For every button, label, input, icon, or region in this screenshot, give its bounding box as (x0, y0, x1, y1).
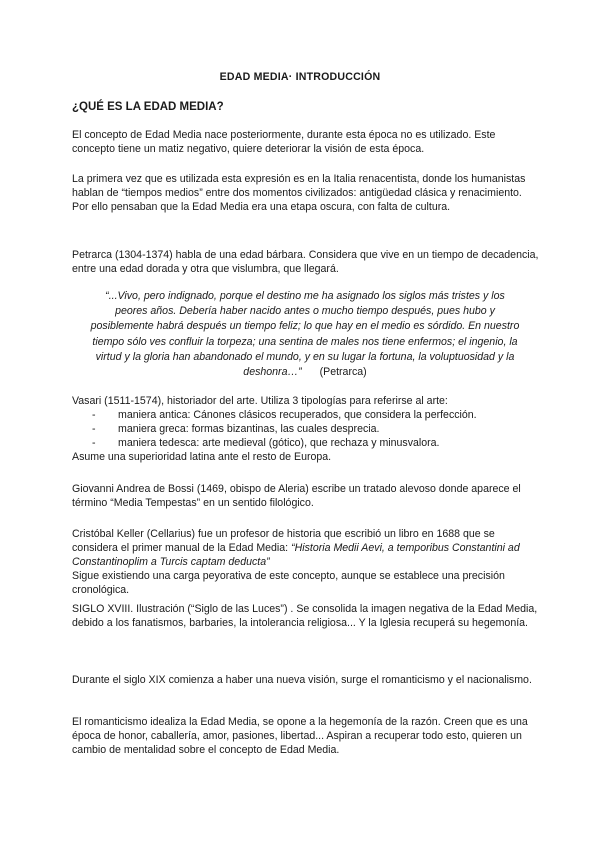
petrarca-quote (90, 289, 520, 380)
list-item (72, 422, 540, 436)
paragraph-romanticism (72, 715, 540, 757)
book-title: “Historia Medii Aevi, a temporibus Constantini ad Constantinoplim a Turcis captam deducta” (72, 542, 520, 568)
document-title: EDAD MEDIA· INTRODUCCIÓN (219, 71, 381, 83)
paragraph-illustration (72, 602, 540, 630)
list-item-text: maniera tedesca: arte medieval (gótico), que rechaza y minusvalora. (118, 437, 440, 449)
paragraph-text: Sigue existiendo una carga peyorativa de este concepto, aunque se establece una precisión cronológica. (72, 570, 505, 596)
paragraph-keller (72, 527, 540, 597)
paragraph-text: Vasari (1511-1574), historiador del arte. Utiliza 3 tipologías para referirse al arte: (72, 395, 448, 407)
list-item (72, 408, 540, 422)
paragraph-concept (72, 128, 540, 156)
paragraph-first-use (72, 172, 540, 214)
list-item (72, 436, 540, 450)
list-item-text: maniera antica: Cánones clásicos recuperados, que considera la perfección. (118, 409, 477, 421)
list-dash: - (92, 409, 96, 421)
paragraph-text-part: Cristóbal Keller (Cellarius) fue un profesor de historia que escribió un libro en 1688 que se considera el primer manual de la Edad Media: (72, 528, 495, 554)
quote-attribution: (Petrarca) (319, 366, 367, 379)
paragraph-text: El romanticismo idealiza la Edad Media, se opone a la hegemonía de la razón. Creen que es una época de honor, caballería, amor, pasiones, libertad... Aspiran a recuperar todo esto, quieren un cambio de mentalidad sobre el concepto de Edad Media. (72, 716, 528, 756)
paragraph-text: Durante el siglo XIX comienza a haber una nueva visión, surge el romanticismo y el nacionalismo. (72, 674, 532, 686)
paragraph-text: La primera vez que es utilizada esta expresión es en la Italia renacentista, donde los humanistas hablan de “tiempos medios” entre dos momentos civilizados: antigüedad clásica y renacimiento. (72, 173, 526, 199)
list-item-text: maniera greca: formas bizantinas, las cuales desprecia. (118, 423, 380, 435)
paragraph-text: El concepto de Edad Media nace posteriormente, durante esta época no es utilizado. Este concepto tiene un matiz negativo, quiere deteriorar la visión de esta época. (72, 129, 496, 155)
vasari-typologies-list (72, 408, 540, 450)
section-heading: ¿QUÉ ES LA EDAD MEDIA? (72, 101, 224, 113)
paragraph-xix (72, 673, 540, 687)
paragraph-text: Asume una superioridad latina ante el resto de Europa. (72, 451, 332, 463)
quote-text: “...Vivo, pero indignado, porque el destino me ha asignado los siglos más tristes y los peores años. Debería haber nacido antes o mucho tiempo después, pues hubo y posiblemente habrá después un tiempo feliz; lo que hay en el medio es sórdido. En nuestro tiempo sólo ves confluir la torpeza; una sentina de males nos tiene enfermos; el ingenio, la virtud y la gloria han abandonado el mundo, y en su lugar la fortuna, la voluptuosidad y la deshonra…” (90, 290, 520, 379)
paragraph-text (72, 527, 540, 569)
list-dash: - (92, 423, 96, 435)
paragraph-text: Giovanni Andrea de Bossi (1469, obispo de Aleria) escribe un tratado alevoso donde aparece el término “Media Tempestas” en un sentido filológico. (72, 483, 521, 509)
paragraph-text: Petrarca (1304-1374) habla de una edad bárbara. Considera que vive en un tiempo de decadencia, entre una edad dorada y otra que vislumbra, que llegará. (72, 249, 539, 275)
paragraph-vasari (72, 394, 540, 464)
paragraph-text: SIGLO XVIII. Ilustración (“Siglo de las Luces”) . Se consolida la imagen negativa de la Edad Media, debido a los fanatismos, barbaries, la intolerancia religiosa... Y la Iglesia recuperá su hegemonía. (72, 603, 538, 629)
list-dash: - (92, 437, 96, 449)
paragraph-bossi (72, 482, 540, 510)
paragraph-text: Por ello pensaban que la Edad Media era una etapa oscura, con falta de cultura. (72, 201, 451, 213)
paragraph-petrarca (72, 248, 540, 276)
